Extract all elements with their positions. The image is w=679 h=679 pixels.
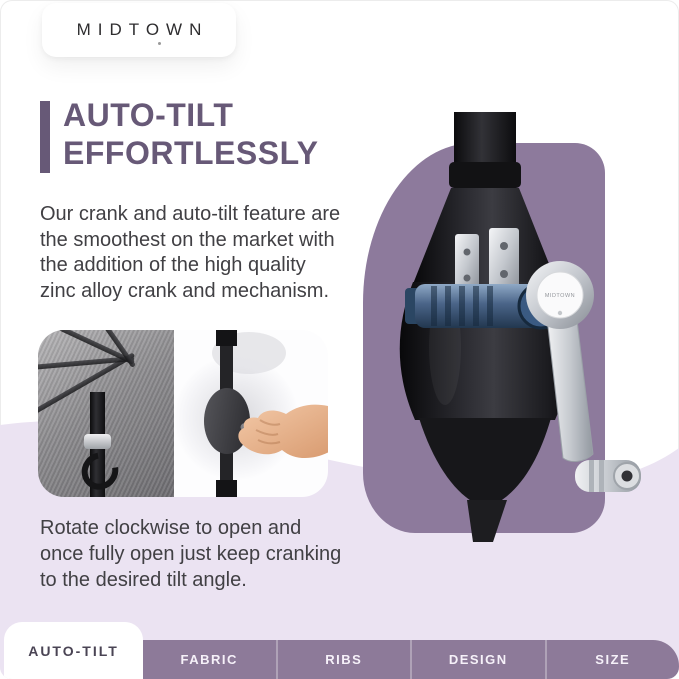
screw-icon [464, 275, 471, 282]
instruction-line: Rotate clockwise to open and [40, 517, 302, 539]
heading-line-1: AUTO-TILT [63, 97, 234, 133]
intro-line: Our crank and auto-tilt feature are [40, 203, 341, 225]
knob-end-hole [622, 471, 633, 482]
tab-auto-tilt[interactable] [4, 622, 143, 679]
tab-design-label: DESIGN [448, 652, 508, 667]
hand-illustration [232, 390, 328, 474]
screw-icon [464, 249, 471, 256]
instruction-line: once fully open just keep cranking [40, 543, 342, 565]
tab-fabric[interactable] [143, 640, 276, 679]
tab-size[interactable] [545, 640, 679, 679]
housing-lower-cone [419, 418, 551, 502]
instruction-line: to the desired tilt angle. [40, 569, 247, 591]
knob-ridge [589, 460, 594, 492]
tab-bar [143, 640, 679, 679]
cap-notch [558, 311, 562, 315]
pole-coupler [216, 330, 237, 346]
intro-line: zinc alloy crank and mechanism. [40, 279, 330, 302]
pole-coupler [216, 480, 237, 497]
crank-handle [74, 445, 125, 497]
screw-icon [500, 242, 508, 250]
umbrella-underside-photo [38, 330, 174, 497]
logo-o-dot [158, 42, 161, 45]
tab-ribs[interactable] [276, 640, 411, 679]
page-title [63, 96, 319, 172]
brand-logo-text: MIDTOWN [76, 20, 209, 39]
crank-cap-brand-label: MIDTOWN [544, 293, 576, 299]
housing-upper-cone [413, 188, 557, 284]
hand-cranking-photo [174, 330, 328, 497]
knob-ridge [599, 460, 604, 492]
heading-accent-bar [40, 101, 50, 173]
instruction-paragraph [40, 515, 385, 593]
tab-ribs-label: RIBS [325, 652, 363, 667]
umbrella-pole-bottom [467, 500, 507, 542]
intro-line: the addition of the high quality [40, 254, 306, 276]
intro-line: the smoothest on the market with [40, 228, 335, 251]
tab-auto-tilt-label: AUTO-TILT [28, 642, 119, 659]
photo-pair [38, 330, 328, 497]
crank-mechanism-photo [375, 112, 655, 542]
pole-collar [84, 434, 111, 449]
intro-paragraph [40, 202, 375, 304]
heading-line-2: EFFORTLESSLY [63, 135, 319, 171]
tab-design[interactable] [410, 640, 545, 679]
tab-size-label: SIZE [595, 652, 631, 667]
screw-icon [500, 270, 508, 278]
pole-coupler [449, 162, 521, 188]
brand-logo-card [42, 3, 236, 57]
tab-fabric-label: FABRIC [180, 652, 238, 667]
